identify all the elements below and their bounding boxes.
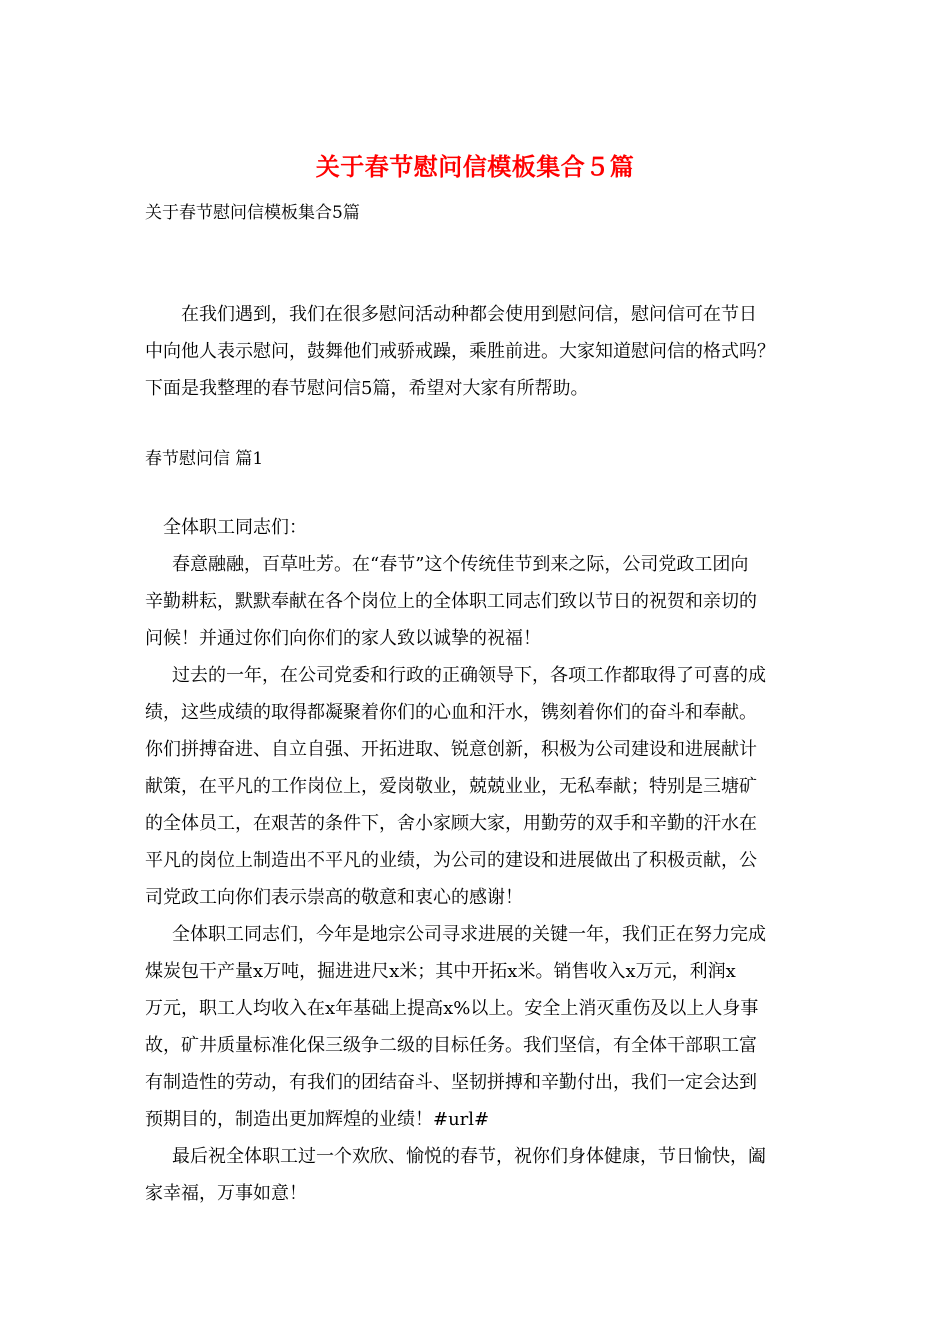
- paragraph-3-line: 有制造性的劳动，有我们的团结奋斗、坚韧拼搏和辛勤付出，我们一定会达到: [145, 1072, 757, 1093]
- document-title: 关于春节慰问信模板集合５篇: [315, 152, 635, 181]
- paragraph-2-line: 绩，这些成绩的取得都凝聚着你们的心血和汗水，镌刻着你们的奋斗和奉献。: [145, 702, 757, 723]
- letter-body: [145, 509, 815, 1212]
- paragraph-2-line: 的全体员工，在艰苦的条件下，舍小家顾大家，用勤劳的双手和辛勤的汗水在: [145, 813, 757, 834]
- paragraph-2-line: 献策，在平凡的工作岗位上，爱岗敬业，兢兢业业，无私奉献；特别是三塘矿: [145, 776, 757, 797]
- paragraph-1-line: 辛勤耕耘，默默奉献在各个岗位上的全体职工同志们致以节日的祝贺和亲切的: [145, 591, 757, 612]
- paragraph-1-line: 问候！并通过你们向你们的家人致以诚挚的祝福！: [145, 628, 541, 649]
- intro-line: 中向他人表示慰问，鼓舞他们戒骄戒躁，乘胜前进。大家知道慰问信的格式吗？: [145, 341, 775, 362]
- paragraph-2-line: 司党政工向你们表示崇高的敬意和衷心的感谢！: [145, 887, 523, 908]
- paragraph-4-line: 最后祝全体职工过一个欢欣、愉悦的春节，祝你们身体健康，节日愉快，阖: [172, 1146, 766, 1167]
- intro-line: 在我们遇到，我们在很多慰问活动种都会使用到慰问信，慰问信可在节日: [181, 304, 757, 325]
- paragraph-4-line: 家幸福，万事如意！: [145, 1183, 307, 1204]
- intro-paragraph: [145, 296, 815, 407]
- intro-line: 下面是我整理的春节慰问信5篇，希望对大家有所帮助。: [145, 378, 589, 399]
- paragraph-1-line: 春意融融，百草吐芳。在“春节”这个传统佳节到来之际，公司党政工团向: [172, 554, 749, 575]
- paragraph-3-line: 全体职工同志们，今年是地宗公司寻求进展的关键一年，我们正在努力完成: [172, 924, 766, 945]
- paragraph-2-line: 过去的一年，在公司党委和行政的正确领导下，各项工作都取得了可喜的成: [172, 665, 766, 686]
- paragraph-3-line: 煤炭包干产量x万吨，掘进进尺x米；其中开拓x米。销售收入x万元，利润x: [145, 961, 736, 982]
- paragraph-3-line: 故，矿井质量标准化保三级争二级的目标任务。我们坚信，有全体干部职工富: [145, 1035, 757, 1056]
- salutation: 全体职工同志们：: [163, 517, 307, 538]
- paragraph-2-line: 你们拼搏奋进、自立自强、开拓进取、锐意创新，积极为公司建设和进展献计: [145, 739, 757, 760]
- section-heading: 春节慰问信 篇1: [145, 449, 264, 469]
- paragraph-2-line: 平凡的岗位上制造出不平凡的业绩，为公司的建设和进展做出了积极贡献，公: [145, 850, 757, 871]
- document-subtitle: 关于春节慰问信模板集合5篇: [145, 203, 360, 223]
- paragraph-3-line: 万元，职工人均收入在x年基础上提高x%以上。安全上消灭重伤及以上人身事: [145, 998, 759, 1019]
- paragraph-3-line: 预期目的，制造出更加辉煌的业绩！#url#: [145, 1109, 490, 1130]
